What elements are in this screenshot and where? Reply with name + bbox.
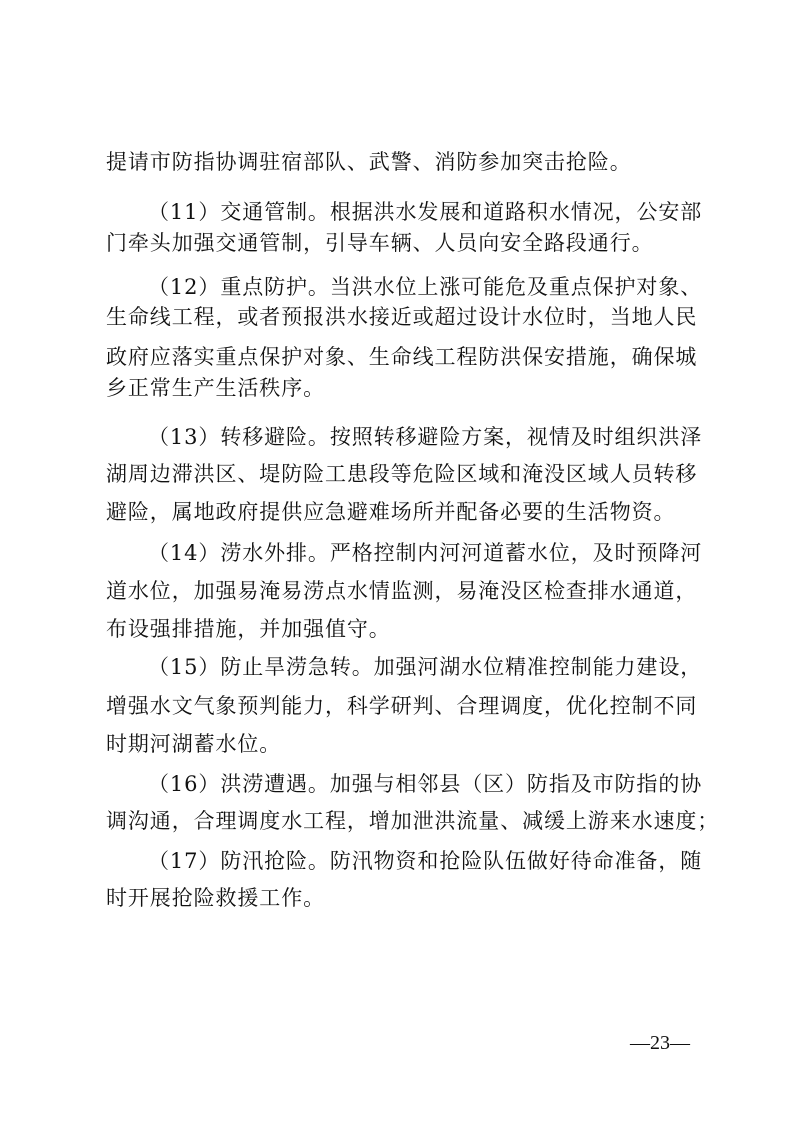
paragraph-13-heading-line: （13）转移避险。按照转移避险方案，视情及时组织洪泽: [148, 425, 703, 449]
paragraph-12-heading-line: （12）重点防护。当洪水位上涨可能危及重点保护对象、: [148, 275, 703, 299]
paragraph-14-heading-line: （14）涝水外排。严格控制内河河道蓄水位，及时预降河: [148, 541, 703, 565]
paragraph-11-heading-line: （11）交通管制。根据洪水发展和道路积水情况，公安部: [148, 200, 703, 224]
text-line: 时期河湖蓄水位。: [106, 732, 282, 756]
text-line: 生命线工程，或者预报洪水接近或超过设计水位时，当地人民: [106, 305, 698, 329]
text-line: 调沟通，合理调度水工程，增加泄洪流量、减缓上游来水速度；: [106, 809, 720, 833]
paragraph-17-heading-line: （17）防汛抢险。防汛物资和抢险队伍做好待命准备，随: [148, 849, 703, 873]
text-line: 门牵头加强交通管制，引导车辆、人员向安全路段通行。: [106, 231, 654, 255]
text-line: 布设强排措施，并加强值守。: [106, 617, 391, 641]
text-line: 时开展抢险救援工作。: [106, 886, 325, 910]
text-line: 乡正常生产生活秩序。: [106, 376, 325, 400]
text-line: 政府应落实重点保护对象、生命线工程防洪保安措施，确保城: [106, 345, 698, 369]
text-line: 道水位，加强易淹易涝点水情监测，易淹没区检查排水通道，: [106, 579, 698, 603]
paragraph-15-heading-line: （15）防止旱涝急转。加强河湖水位精准控制能力建设，: [148, 655, 703, 679]
page-number: —23—: [630, 1032, 690, 1054]
text-line: 增强水文气象预判能力，科学研判、合理调度，优化控制不同: [106, 694, 698, 718]
text-line: 避险，属地政府提供应急避难场所并配备必要的生活物资。: [106, 500, 676, 524]
paragraph-16-heading-line: （16）洪涝遭遇。加强与相邻县（区）防指及市防指的协: [148, 772, 703, 796]
text-line: 湖周边滞洪区、堤防险工患段等危险区域和淹没区域人员转移: [106, 462, 698, 486]
text-line: 提请市防指协调驻宿部队、武警、消防参加突击抢险。: [106, 150, 632, 174]
